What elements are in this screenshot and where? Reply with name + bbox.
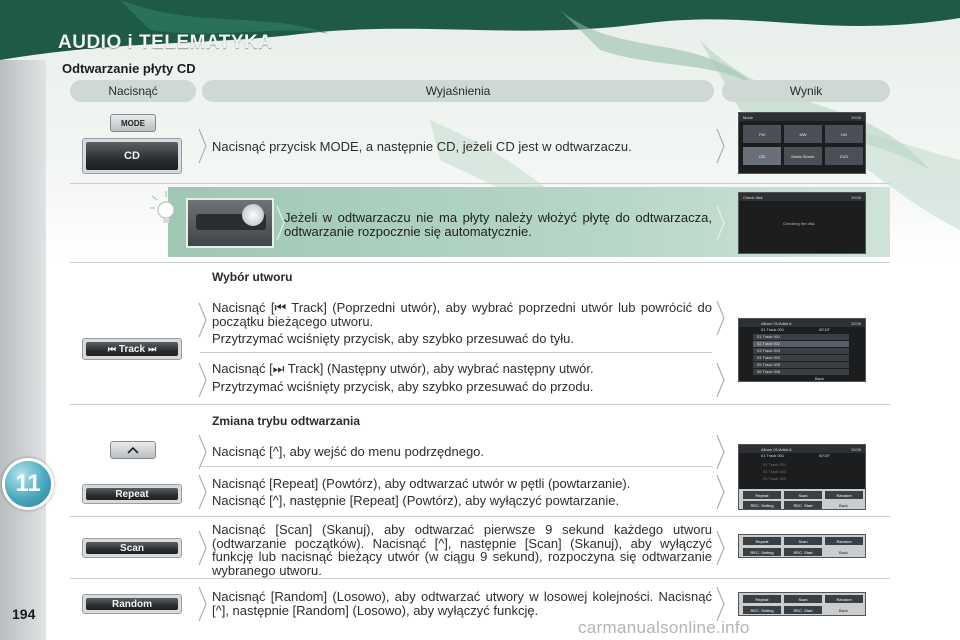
caret-button[interactable] xyxy=(110,441,156,459)
screen-random: Random xyxy=(825,595,863,603)
scan-screen xyxy=(738,534,866,558)
chevron-right-icon xyxy=(198,586,208,622)
track-button-label: Track xyxy=(118,343,146,355)
screen-scan: Scan xyxy=(784,537,822,545)
cd-button[interactable] xyxy=(82,138,182,174)
next-track-icon: ⏭ xyxy=(148,343,157,354)
chevron-up-icon xyxy=(126,446,140,454)
row-divider xyxy=(70,262,890,263)
row-divider xyxy=(200,466,712,467)
submenu-screen xyxy=(738,444,866,510)
mode-fm-tile: FM xyxy=(743,125,781,143)
page-number: 194 xyxy=(12,606,36,622)
clock-text: 10:00 xyxy=(850,195,861,200)
screen-rec-start: REC. Start xyxy=(784,548,822,556)
checking-disk-message: Checking the disk xyxy=(783,221,815,226)
album-title: Album 01/Artist A xyxy=(761,321,792,326)
chevron-right-icon xyxy=(716,530,726,566)
track-row: 05 Track 005 xyxy=(757,362,781,367)
repeat-on-instruction: Nacisnąć [Repeat] (Powtórz), aby odtwarzać utwór w pętli (powtarzanie). xyxy=(212,476,631,491)
left-spine xyxy=(0,60,46,640)
screen-rec-setting: REC. Setting xyxy=(743,501,781,509)
screen-scan: Scan xyxy=(784,595,822,603)
track-row: 06 Track 006 xyxy=(757,369,781,374)
back-label: Back xyxy=(839,608,848,613)
random-button[interactable] xyxy=(82,594,182,614)
chevron-right-icon xyxy=(716,434,726,470)
mode-cd-instruction: Nacisnąć przycisk MODE, a następnie CD, jeżeli CD jest w odtwarzaczu. xyxy=(212,139,632,154)
screen-random: Random xyxy=(825,491,863,499)
mode-mw-tile: MW xyxy=(784,125,822,143)
screen-rec-start: REC. Start xyxy=(784,501,822,509)
clock-text: 10:00 xyxy=(850,447,861,452)
mode-cd-tile: CD xyxy=(743,147,781,165)
track-row: 03 Track 003 xyxy=(763,476,787,481)
screen-repeat: Repeat xyxy=(743,595,781,603)
watermark: carmanualsonline.info xyxy=(578,618,750,637)
screen-rec-setting: REC. Setting xyxy=(743,548,781,556)
mode-music-tile: Music Server xyxy=(784,147,822,165)
track-button-face xyxy=(86,342,178,356)
back-label: Back xyxy=(839,550,848,555)
chevron-right-icon xyxy=(716,586,726,622)
insert-disc-instruction: Jeżeli w odtwarzaczu nie ma płyty należy włożyć płytę do odtwarzacza, odtwarzanie rozpocznie się automatycznie. xyxy=(284,210,712,239)
previous-track-instruction: Nacisnąć [⏮ Track] (Poprzedni utwór), aby wybrać poprzedni utwór lub powrócić do początku bieżącego utworu. xyxy=(212,300,712,329)
playback-mode-heading: Zmiana trybu odtwarzania xyxy=(212,414,361,428)
column-header-result: Wynik xyxy=(722,80,890,102)
cd-button-label: CD xyxy=(86,142,178,170)
rewind-instruction: Przytrzymać wciśnięty przycisk, aby szybko przesuwać do tyłu. xyxy=(212,331,574,346)
back-label: Back xyxy=(839,503,848,508)
screen-rec-start: REC. Start xyxy=(784,606,822,614)
chevron-right-icon xyxy=(716,362,726,398)
section-title: Odtwarzanie płyty CD xyxy=(62,61,196,76)
mode-dvd-tile: DVD xyxy=(825,147,863,165)
elapsed-time: 00'15" xyxy=(819,327,831,332)
screen-scan: Scan xyxy=(784,491,822,499)
chapter-badge: 11 xyxy=(2,458,54,510)
chevron-right-icon xyxy=(198,474,208,510)
track-row: 01 Track 001 xyxy=(757,334,781,339)
check-disk-title: Check disk xyxy=(743,195,763,200)
chevron-right-icon xyxy=(198,530,208,566)
row-divider xyxy=(200,352,712,353)
scan-button[interactable] xyxy=(82,538,182,558)
track-row: 02 Track 002 xyxy=(757,341,781,346)
random-instruction: Nacisnąć [Random] (Losowo), aby odtwarzać utwory w losowej kolejności. Nacisnąć [^], następnie [Random] (Losowo), aby wyłączyć funkcję. xyxy=(212,589,712,618)
page-title: AUDIO i TELEMATYKA xyxy=(58,32,273,53)
chevron-right-icon xyxy=(716,474,726,510)
chevron-right-icon xyxy=(198,302,208,338)
repeat-button[interactable] xyxy=(82,484,182,504)
chevron-right-icon xyxy=(198,128,208,164)
fast-forward-instruction: Przytrzymać wciśnięty przycisk, aby szybko przesuwać do przodu. xyxy=(212,379,594,394)
previous-track-icon: ⏮ xyxy=(107,343,116,354)
chevron-right-icon xyxy=(198,434,208,470)
row-divider xyxy=(70,516,890,517)
clock-text: 10:00 xyxy=(850,115,861,120)
scan-button-label: Scan xyxy=(86,542,178,554)
submenu-instruction: Nacisnąć [^], aby wejść do menu podrzędnego. xyxy=(212,444,485,459)
random-button-label: Random xyxy=(86,598,178,610)
track-selection-heading: Wybór utworu xyxy=(212,270,293,284)
screen-random: Random xyxy=(825,537,863,545)
mode-screen xyxy=(738,112,866,174)
track-row: 02 Track 002 xyxy=(763,469,787,474)
disc-slot-photo xyxy=(186,198,274,248)
clock-text: 10:00 xyxy=(850,321,861,326)
row-divider xyxy=(70,183,890,184)
screen-repeat: Repeat xyxy=(743,537,781,545)
scan-instruction: Nacisnąć [Scan] (Skanuj), aby odtwarzać pierwsze 9 sekund każdego utworu (odtwarzanie początków). Nacisnąć [^], następnie [Scan] (Skanuj), aby wyłączyć funkcję lub nacisnąć bieżący utwór (w ciągu 9 sekund), rozpoczyna się odtwarzanie wybranego utworu. xyxy=(212,522,712,578)
chevron-right-icon xyxy=(198,362,208,398)
column-header-press: Nacisnąć xyxy=(70,80,196,102)
track-list-screen xyxy=(738,318,866,382)
current-track: 01 Track 001 xyxy=(761,453,785,458)
back-label: Back xyxy=(815,376,824,381)
repeat-button-label: Repeat xyxy=(86,488,178,500)
screen-repeat: Repeat xyxy=(743,491,781,499)
chevron-right-icon xyxy=(716,300,726,336)
elapsed-time: 00'15" xyxy=(819,453,831,458)
repeat-off-instruction: Nacisnąć [^], następnie [Repeat] (Powtórz), aby wyłączyć powtarzanie. xyxy=(212,493,620,508)
track-row: 01 Track 001 xyxy=(763,462,787,467)
lightbulb-icon xyxy=(148,190,184,226)
current-track: 01 Track 001 xyxy=(761,327,785,332)
mode-screen-title: Mode xyxy=(743,115,754,120)
next-track-instruction: Nacisnąć [⏭ Track] (Następny utwór), aby wybrać następny utwór. xyxy=(212,361,594,376)
track-button[interactable] xyxy=(82,338,182,360)
row-divider xyxy=(70,578,890,579)
album-title: Album 01/Artist A xyxy=(761,447,792,452)
row-divider xyxy=(70,404,890,405)
random-screen xyxy=(738,592,866,616)
chevron-right-icon xyxy=(716,128,726,164)
column-header-explain: Wyjaśnienia xyxy=(202,80,714,102)
check-disk-screen xyxy=(738,192,866,254)
screen-rec-setting: REC. Setting xyxy=(743,606,781,614)
mode-button[interactable]: MODE xyxy=(110,114,156,132)
track-row: 04 Track 004 xyxy=(757,355,781,360)
track-row: 03 Track 003 xyxy=(757,348,781,353)
chevron-right-icon xyxy=(716,205,726,241)
mode-lw-tile: LW xyxy=(825,125,863,143)
